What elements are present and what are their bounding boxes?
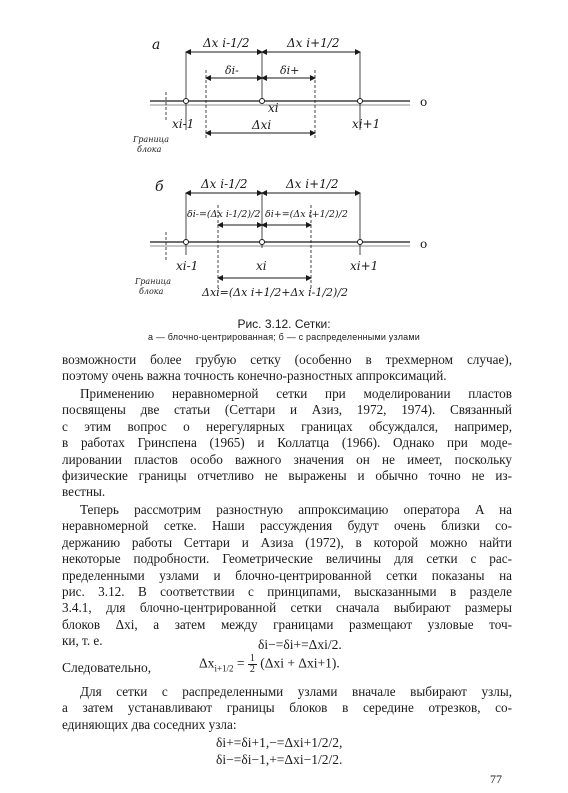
panel-b-label: б xyxy=(155,179,164,195)
text-line: вестны. xyxy=(62,484,106,500)
dx-right-label-b: Δx i+1/2 xyxy=(286,177,339,191)
node-xi-plus-1-b xyxy=(358,240,363,245)
block-width-label: Δxi xyxy=(252,118,272,132)
dx-left-label: Δx i-1/2 xyxy=(203,36,250,50)
text-line: ки, т. е. xyxy=(62,633,103,649)
node-xi xyxy=(260,99,265,104)
node-xi-label-b: xi xyxy=(256,259,267,273)
text-line: с этим вопрос о нерегулярных границах обсуждался, например, xyxy=(62,418,512,434)
panel-b xyxy=(134,177,427,299)
node-right-label-b: xi+1 xyxy=(350,259,379,273)
boundary-note-b-1: Граница xyxy=(135,277,171,286)
eq2-lhs: Δx xyxy=(199,655,215,671)
boundary-note-b-2: блока xyxy=(139,287,164,296)
text-line: в работах Гринспена (1965) и Коллатца (1966). Однако при моде- xyxy=(62,435,512,451)
text-line: рис. 3.12. В соответствии с принципами, высказанными в разделе xyxy=(62,584,512,600)
equation-1: δi−=δi+=Δxi/2. xyxy=(258,637,342,652)
text-line: посвящены две статьи (Сеттари и Азиз, 1972, 1974). Связанный xyxy=(62,402,512,418)
text-line: лировании пластов особо важного значения он не имеет, поскольку xyxy=(62,451,512,467)
delta-minus-eq: δi-=(Δx i-1/2)/2 xyxy=(187,209,261,220)
node-xi-b xyxy=(260,240,265,245)
text-line: возможности более грубую сетку (особенно в трехмерном случае), xyxy=(62,352,512,367)
figure-caption-title: Рис. 3.12. Сетки: xyxy=(237,317,331,331)
eq2-numerator: 1 xyxy=(249,653,255,664)
node-right-label: xi+1 xyxy=(352,117,381,131)
text-line: поэтому очень важна точность конечно-разностных аппроксимаций. xyxy=(62,368,447,384)
node-xi-plus-1 xyxy=(358,99,363,104)
node-xi-label: xi xyxy=(268,101,279,115)
dx-left-label-b: Δx i-1/2 xyxy=(201,177,248,191)
node-xi-minus-1-b xyxy=(184,240,189,245)
equation-3: δi+=δi+1,−=Δxi+1/2/2, xyxy=(216,735,343,750)
node-xi-minus-1 xyxy=(184,99,189,104)
panel-a xyxy=(132,36,427,154)
equation-2 xyxy=(199,654,340,675)
paragraph-2 xyxy=(62,386,512,501)
boundary-note-2: блока xyxy=(137,145,162,154)
page-number: 77 xyxy=(490,772,502,786)
text-line: единяющих два соседних узла: xyxy=(62,716,237,732)
delta-minus-label: δi- xyxy=(225,64,239,77)
equation-4: δi−=δi−1,+=Δxi−1/2/2. xyxy=(216,752,343,767)
consequently-label: Следовательно, xyxy=(62,660,152,675)
text-line: некоторые подробности. Геометрические величины для сетки с рас- xyxy=(62,551,512,567)
delta-plus-label: δi+ xyxy=(280,64,300,77)
grid-figure xyxy=(0,0,568,315)
eq2-equals: = xyxy=(233,655,248,671)
figure-caption-subtitle: а — блочно-центрированная; б — с распределенными узлами xyxy=(148,332,420,342)
boundary-note-1: Граница xyxy=(133,135,169,144)
text-line: блоков Δxi, а затем между границами размещают узловые точ- xyxy=(62,616,512,632)
axis-end-b: о xyxy=(420,237,428,251)
text-line: Для сетки с распределенными узлами вначале выбирают узлы, xyxy=(80,684,512,699)
text-line: Теперь рассмотрим разностную аппроксимацию оператора A на xyxy=(80,502,512,517)
axis-end-a: о xyxy=(420,95,428,109)
text-line: держанию работы Сеттари и Азиза (1972), в которой можно найти xyxy=(62,534,512,550)
eq2-fraction xyxy=(248,654,257,675)
text-line: неравномерной сетке. Наши рассуждения будут очень близки со- xyxy=(62,518,512,534)
paragraph-3 xyxy=(62,502,512,650)
text-line: Применению неравномерной сетки при моделировании пластов xyxy=(80,386,512,401)
panel-a-label: а xyxy=(152,37,161,53)
text-line: пределенными узлами и блочно-центрированной сетки показаны на xyxy=(62,567,512,583)
node-left-label: xi-1 xyxy=(172,117,195,131)
eq2-denominator: 2 xyxy=(249,664,255,675)
paragraph-1 xyxy=(62,352,512,385)
text-line: а затем устанавливают границы блоков в середине отрезков, со- xyxy=(62,700,512,716)
eq2-sub: i+1/2 xyxy=(214,663,234,674)
dx-right-label: Δx i+1/2 xyxy=(287,36,340,50)
node-left-label-b: xi-1 xyxy=(176,259,199,273)
delta-plus-eq: δi+=(Δx i+1/2)/2 xyxy=(265,209,348,220)
block-eq: Δxi=(Δx i+1/2+Δx i-1/2)/2 xyxy=(202,286,349,299)
paragraph-4 xyxy=(62,684,512,733)
eq2-rhs: (Δxi + Δxi+1). xyxy=(260,655,340,671)
text-line: физические границы отчетливо не выражены и обычно точно не из- xyxy=(62,468,512,484)
text-line: 3.4.1, для блочно-центрированной сетки сначала выбирают размеры xyxy=(62,600,512,616)
